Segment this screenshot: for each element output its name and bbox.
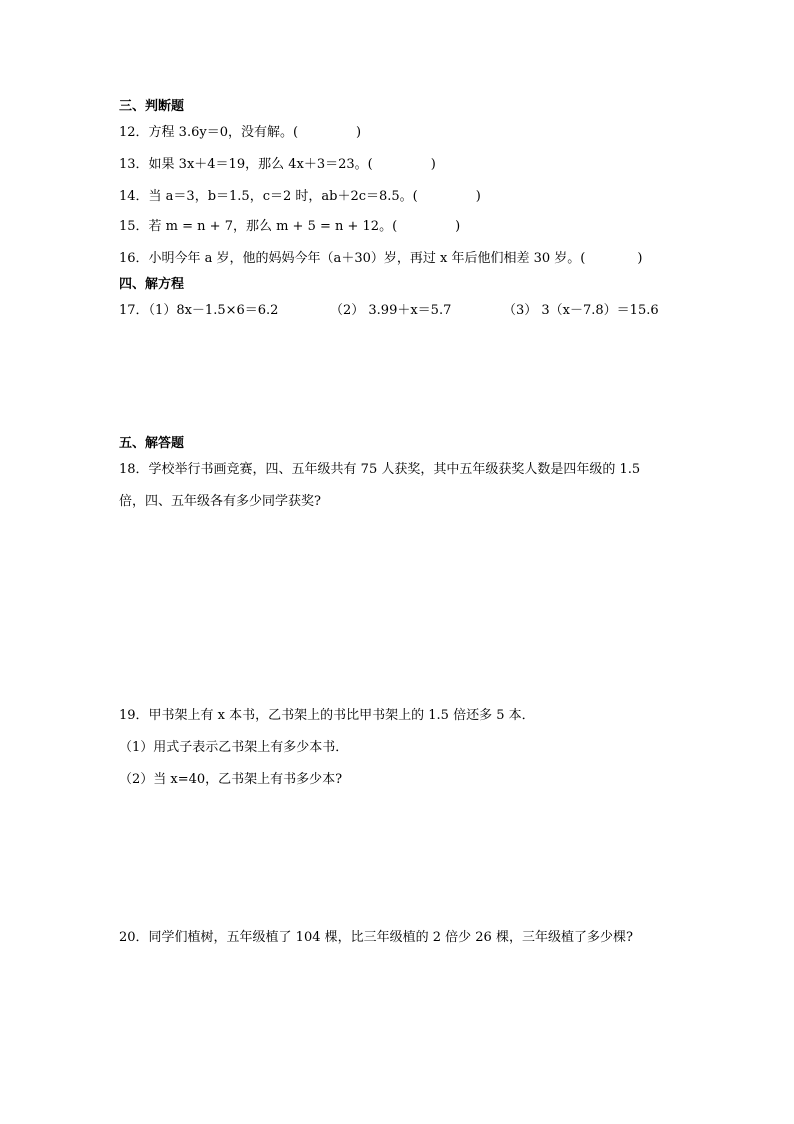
close-paren: ) [430,157,436,172]
item-text: 当 a＝3，b＝1.5，c＝2 时，ab＋2c＝8.5。( [148,189,418,204]
item-number: 14． [119,189,149,204]
question-19-stem: 19．甲书架上有 x 本书，乙书架上的书比甲书架上的 1.5 倍还多 5 本． [119,708,535,723]
item-text: 若 m = n + 7，那么 m + 5 = n + 12。( [148,219,398,234]
item-number: 16． [119,251,149,266]
question-19-part-1: （1）用式子表示乙书架上有多少本书． [119,740,349,755]
judge-item-16 [119,251,642,267]
item-number: 15． [119,219,149,234]
question-18-line-1: 18．学校举行书画竞赛，四、五年级共有 75 人获奖，其中五年级获奖人数是四年级的 1.5 [119,462,641,477]
close-paren: ) [356,125,362,140]
close-paren: ) [637,251,643,266]
judge-item-15 [119,219,460,235]
item-number: 12． [119,125,149,140]
question-18-line-2: 倍，四、五年级各有多少同学获奖? [119,494,321,509]
equation-part-1: （1）8x－1.5×6＝6.2 [148,303,279,318]
section-heading-solve: 四、解方程 [119,277,185,292]
question-20: 20．同学们植树，五年级植了 104 棵，比三年级植的 2 倍少 26 棵，三年级植了多少棵? [119,930,633,945]
close-paren: ) [475,189,481,204]
item-text: 方程 3.6y＝0，没有解。( [148,125,299,140]
item-text: 小明今年 a 岁，他的妈妈今年（a＋30）岁，再过 x 年后他们相差 30 岁。( [148,251,586,266]
equation-item-17 [119,303,278,319]
section-heading-judge: 三、判断题 [119,99,185,114]
close-paren: ) [455,219,461,234]
item-number: 17． [119,303,149,318]
item-text: 如果 3x＋4＝19，那么 4x＋3＝23。( [148,157,373,172]
question-19-part-2: （2）当 x=40，乙书架上有书多少本? [119,772,343,787]
item-number: 13． [119,157,149,172]
equation-part-2: （2） 3.99＋x＝5.7 [330,303,452,318]
equation-part-3: （3） 3（x－7.8）＝15.6 [503,303,659,318]
section-heading-answer: 五、解答题 [119,436,185,451]
judge-item-12 [119,125,361,141]
judge-item-14 [119,189,481,205]
judge-item-13 [119,157,436,173]
